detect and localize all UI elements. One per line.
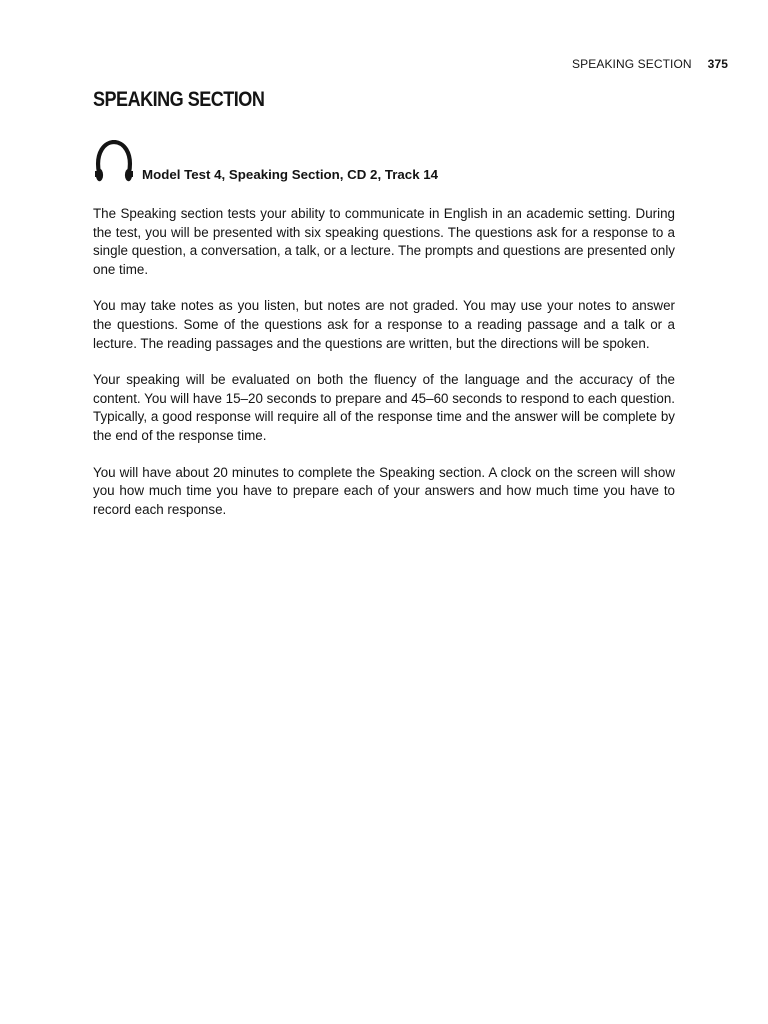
section-title: SPEAKING SECTION [93, 88, 265, 111]
running-header [572, 57, 728, 71]
paragraph: The Speaking section tests your ability to communicate in English in an academic setting. During the test, you will be presented with six speaking questions. The questions ask for a response to a single question, a conversation, a talk, or a lecture. The prompts and questions are presented only one time. [93, 206, 675, 277]
headphones-icon [92, 140, 136, 186]
page-number: 375 [707, 57, 728, 71]
instructions-body [93, 205, 675, 537]
running-title: SPEAKING SECTION [572, 57, 692, 71]
paragraph: You may take notes as you listen, but notes are not graded. You may use your notes to answer the questions. Some of the questions ask for a response to a reading passage and a talk or a lecture. The reading passages and the questions are written, but the directions will be spoken. [93, 298, 675, 351]
paragraph: You will have about 20 minutes to complete the Speaking section. A clock on the screen will show you how much time you have to prepare each of your answers and how much time you have to record each response. [93, 464, 675, 517]
audio-cue [92, 140, 438, 186]
audio-track-label: Model Test 4, Speaking Section, CD 2, Track 14 [142, 167, 439, 182]
paragraph: Your speaking will be evaluated on both the fluency of the language and the accuracy of the content. You will have 15–20 seconds to prepare and 45–60 seconds to respond to each question. Typically, a good response will require all of the response time and the answer will be complete by the end of the response time. [93, 372, 675, 443]
